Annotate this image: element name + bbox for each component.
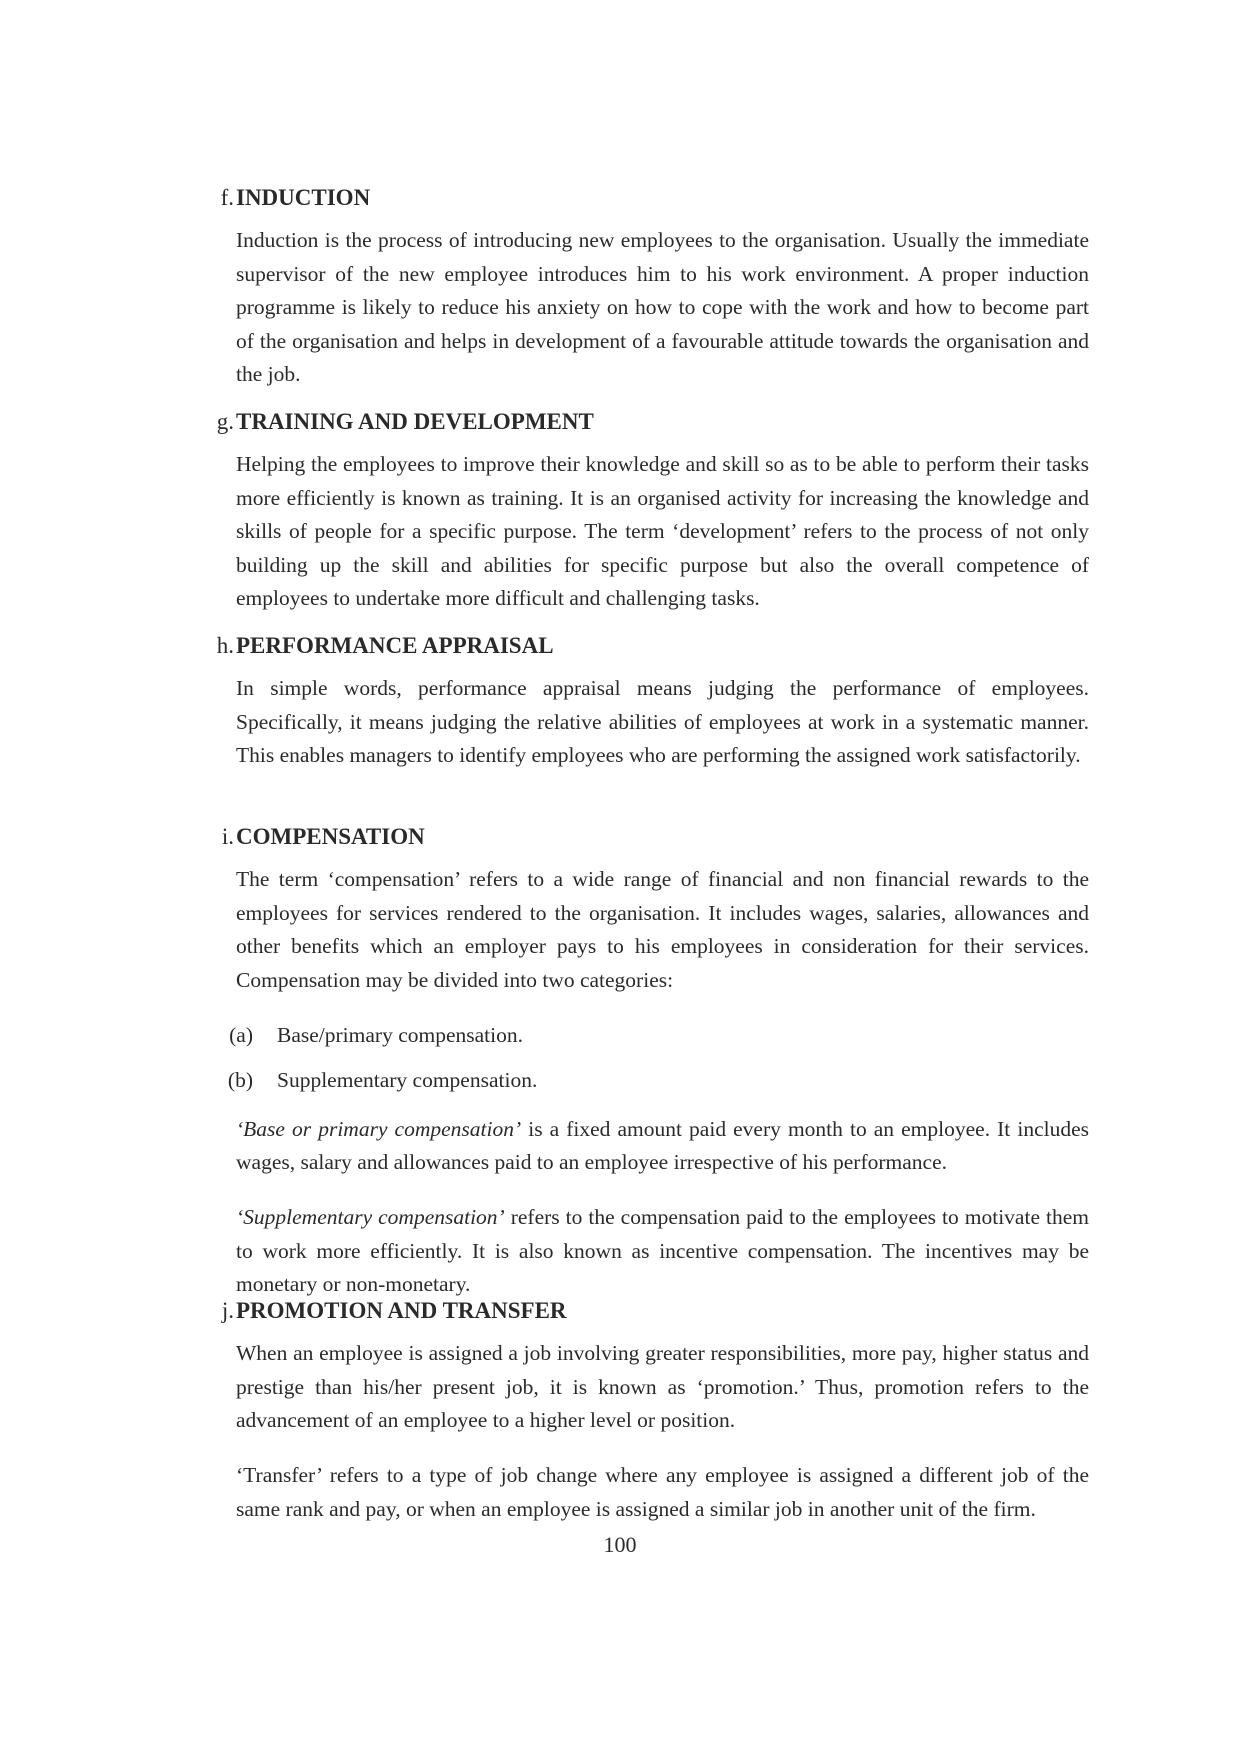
section-letter: f. bbox=[220, 185, 234, 210]
paragraph-text: refers to the compensation paid to the employees to motivate them to work more efficiently. It is also known as incentive compensation. The incentives may be monetary or non-monetary. bbox=[236, 1205, 1089, 1296]
paragraph: ‘Transfer’ refers to a type of job change where any employee is assigned a different job of the same rank and pay, or when an employee is assigned a similar job in another unit of the firm. bbox=[236, 1463, 1089, 1521]
section-title: INDUCTION bbox=[236, 185, 371, 210]
list-item bbox=[225, 1019, 1089, 1064]
section-letter: j. bbox=[221, 1298, 234, 1323]
section-training-and-development bbox=[0, 402, 1240, 637]
page-number: 100 bbox=[603, 1532, 637, 1557]
section-title: TRAINING AND DEVELOPMENT bbox=[236, 409, 594, 434]
paragraph: When an employee is assigned a job involving greater responsibilities, more pay, higher status and prestige than his/her present job, it is known as ‘promotion.’ Thus, promotion refers to the advancement of an employee to a higher level or position. bbox=[236, 1341, 1089, 1432]
section-title: PERFORMANCE APPRAISAL bbox=[236, 633, 554, 658]
italic-term: ‘Base or primary compensation’ bbox=[236, 1116, 522, 1141]
section-letter: h. bbox=[216, 633, 234, 658]
paragraph: Induction is the process of introducing new employees to the organisation. Usually the immediate supervisor of the new employee introduces him to his work environment. A proper induction programme is likely to reduce his anxiety on how to cope with the work and how to become part of the organisation and helps in development of a favourable attitude towards the organisation and the job. bbox=[236, 228, 1089, 386]
paragraph-text: is a fixed amount paid every month to an employee. It includes wages, salary and allowances paid to an employee irrespective of his performance. bbox=[236, 1116, 1089, 1174]
paragraph: In simple words, performance appraisal means judging the performance of employees. Specifically, it means judging the relative abilities of employees at work in a systematic manner. This enables managers to identify employees who are performing the assigned work satisfactorily. bbox=[236, 676, 1089, 767]
list-marker: (b) bbox=[227, 1067, 253, 1092]
paragraph: The term ‘compensation’ refers to a wide range of financial and non financial rewards to the employees for services rendered to the organisation. It includes wages, salaries, allowances and other benefits which an employer pays to his employees in consideration for their services. Compensation may be divided into two categories: bbox=[236, 867, 1089, 992]
section-heading bbox=[0, 1291, 1240, 1331]
section-heading bbox=[0, 178, 1240, 218]
list-item-text: Base/primary compensation. bbox=[277, 1022, 523, 1047]
section-heading bbox=[0, 817, 1240, 857]
section-title: PROMOTION AND TRANSFER bbox=[236, 1298, 567, 1323]
section-letter: g. bbox=[216, 409, 234, 434]
paragraph-supplementary-compensation bbox=[236, 1201, 1089, 1302]
italic-term: ‘Supplementary compensation’ bbox=[236, 1205, 505, 1229]
list-item bbox=[225, 1064, 1089, 1109]
section-compensation bbox=[0, 817, 1240, 1323]
list-item-text: Supplementary compensation. bbox=[277, 1067, 538, 1092]
section-title: COMPENSATION bbox=[236, 824, 425, 849]
section-promotion-and-transfer bbox=[0, 1291, 1240, 1548]
paragraph-base-compensation bbox=[236, 1113, 1089, 1180]
section-performance-appraisal bbox=[0, 626, 1240, 794]
section-letter: i. bbox=[221, 824, 234, 849]
section-heading bbox=[0, 626, 1240, 666]
paragraph: Helping the employees to improve their knowledge and skill so as to be able to perform their tasks more efficiently is known as training. It is an organised activity for increasing the knowledge and skills of people for a specific purpose. The term ‘development’ refers to the process of not only building up the skill and abilities for specific purpose but also the overall competence of employees to undertake more difficult and challenging tasks. bbox=[236, 452, 1089, 610]
compensation-list bbox=[225, 1019, 1089, 1109]
list-marker: (a) bbox=[229, 1022, 253, 1047]
section-induction bbox=[0, 178, 1240, 413]
section-heading bbox=[0, 402, 1240, 442]
